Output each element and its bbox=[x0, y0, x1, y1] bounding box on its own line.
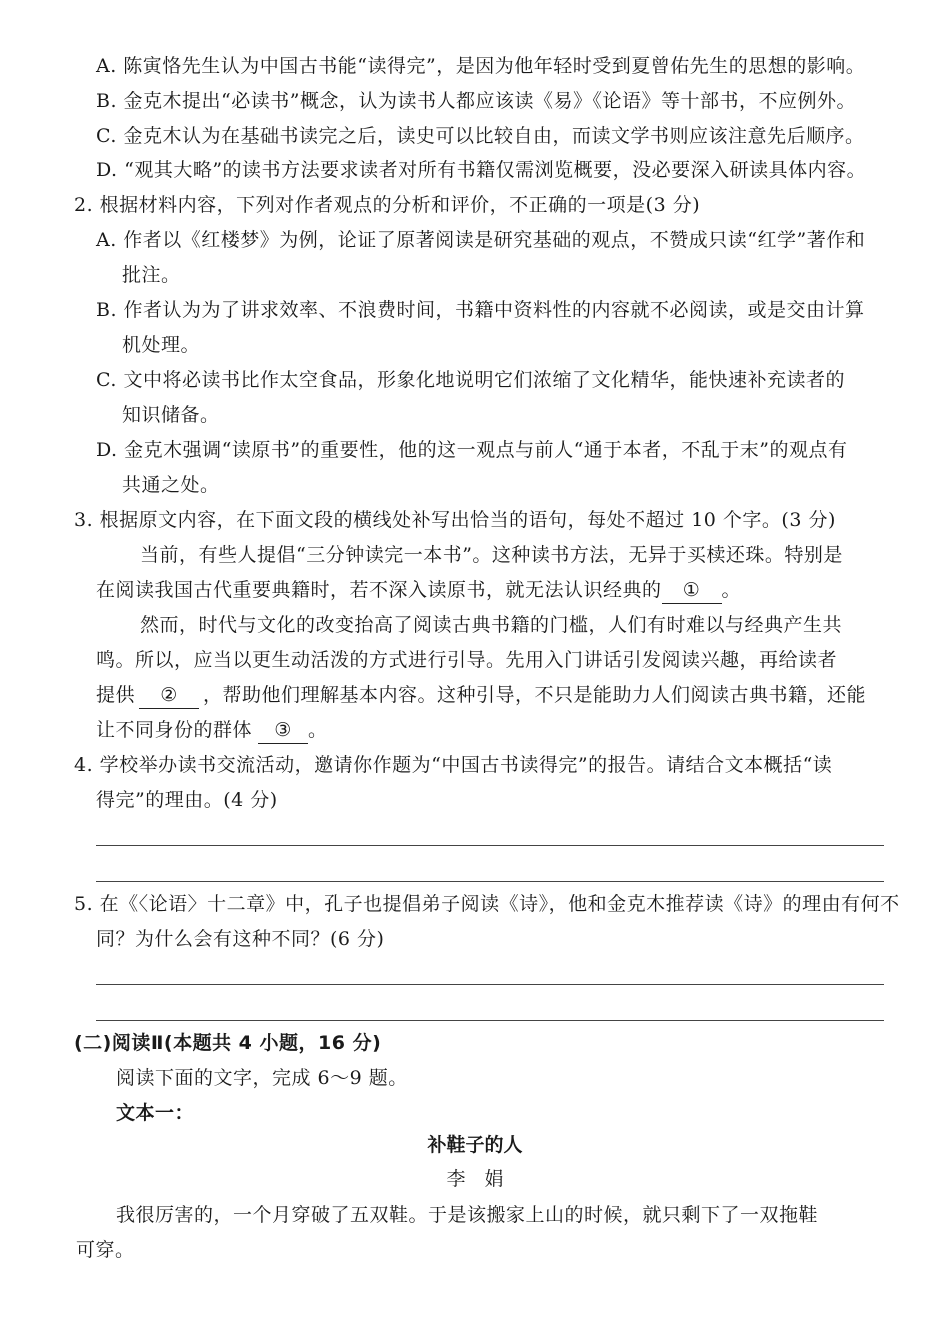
q2-option-c-line2: 知识储备。 bbox=[122, 404, 220, 426]
q2-option-a-line1: A. 作者以《红楼梦》为例，论证了原著阅读是研究基础的观点，不赞成只读“红学”著作和 bbox=[96, 229, 866, 251]
q2-option-b-line1: B. 作者认为为了讲求效率、不浪费时间，书籍中资料性的内容就不必阅读，或是交由计算 bbox=[96, 299, 865, 321]
section2-instruction: 阅读下面的文字，完成 6～9 题。 bbox=[116, 1067, 408, 1089]
q3-para2-line3 bbox=[96, 682, 866, 709]
q3-para1-line1: 当前，有些人提倡“三分钟读完一本书”。这种读书方法，无异于买椟还珠。特别是 bbox=[140, 544, 843, 566]
article-body-line2: 可穿。 bbox=[76, 1239, 135, 1261]
q5-stem-line1: 5. 在《〈论语〉十二章》中，孔子也提倡弟子阅读《诗》，他和金克木推荐读《诗》的理由有何不 bbox=[74, 893, 900, 915]
q5-stem-line2: 同？为什么会有这种不同？(6 分) bbox=[96, 928, 385, 950]
q1-option-d: D. “观其大略”的读书方法要求读者对所有书籍仅需浏览概要，没必要深入研读具体内容。 bbox=[96, 159, 867, 181]
q2-option-d-line1: D. 金克木强调“读原书”的重要性，他的这一观点与前人“通于本者，不乱于末”的观点有 bbox=[96, 439, 848, 461]
q3-para1-line2 bbox=[96, 577, 741, 604]
q3-para2-line2: 鸣。所以，应当以更生动活泼的方式进行引导。先用入门讲话引发阅读兴趣，再给读者 bbox=[96, 649, 838, 671]
q3-para2-group: 让不同身份的群体 bbox=[96, 719, 253, 741]
q3-para2-line4 bbox=[96, 717, 328, 744]
q5-answer-line-2[interactable] bbox=[96, 1020, 884, 1021]
q3-para2-line1: 然而，时代与文化的改变抬高了阅读古典书籍的门槛，人们有时难以与经典产生共 bbox=[140, 614, 843, 636]
q2-option-b-line2: 机处理。 bbox=[122, 334, 201, 356]
article-title: 补鞋子的人 bbox=[427, 1134, 523, 1156]
q2-option-c-line1: C. 文中将必读书比作太空食品，形象化地说明它们浓缩了文化精华，能快速补充读者的 bbox=[96, 369, 845, 391]
q2-option-a-line2: 批注。 bbox=[122, 264, 181, 286]
q1-option-a: A. 陈寅恪先生认为中国古书能“读得完”，是因为他年轻时受到夏曾佑先生的思想的影响。 bbox=[96, 55, 866, 77]
q2-option-d-line2: 共通之处。 bbox=[122, 474, 220, 496]
q3-para1-text: 在阅读我国古代重要典籍时，若不深入读原书，就无法认识经典的 bbox=[96, 579, 662, 601]
q3-para1-period: 。 bbox=[721, 579, 742, 601]
q4-stem-line2: 得完”的理由。(4 分) bbox=[96, 789, 278, 811]
q4-answer-line-2[interactable] bbox=[96, 881, 884, 882]
q2-stem: 2. 根据材料内容，下列对作者观点的分析和评价，不正确的一项是(3 分) bbox=[74, 194, 701, 216]
q3-blank-3[interactable]: ③ bbox=[258, 717, 308, 744]
q3-blank-2[interactable]: ② bbox=[139, 682, 199, 709]
q5-answer-line-1[interactable] bbox=[96, 984, 884, 985]
q3-para2-period: 。 bbox=[308, 719, 328, 741]
q3-para2-provide: 提供 bbox=[96, 684, 136, 706]
text-one-label: 文本一： bbox=[116, 1102, 195, 1124]
article-author: 李 娟 bbox=[446, 1168, 504, 1190]
q1-option-c: C. 金克木认为在基础书读完之后，读史可以比较自由，而读文学书则应该注意先后顺序。 bbox=[96, 125, 865, 147]
section2-header: (二)阅读Ⅱ(本题共 4 小题，16 分) bbox=[74, 1032, 382, 1054]
q4-stem-line1: 4. 学校举办读书交流活动，邀请你作题为“中国古书读得完”的报告。请结合文本概括“读 bbox=[74, 754, 833, 776]
q4-answer-line-1[interactable] bbox=[96, 845, 884, 846]
q3-blank-1[interactable]: ① bbox=[662, 577, 722, 604]
q3-stem: 3. 根据原文内容，在下面文段的横线处补写出恰当的语句，每处不超过 10 个字。(3 分) bbox=[74, 509, 836, 531]
q3-para2-rest: ，帮助他们理解基本内容。这种引导，不只是能助力人们阅读古典书籍，还能 bbox=[203, 684, 867, 706]
q1-option-b: B. 金克木提出“必读书”概念，认为读书人都应该读《易》《论语》等十部书，不应例外。 bbox=[96, 90, 856, 112]
article-body-line1: 我很厉害的，一个月穿破了五双鞋。于是该搬家上山的时候，就只剩下了一双拖鞋 bbox=[116, 1204, 819, 1226]
